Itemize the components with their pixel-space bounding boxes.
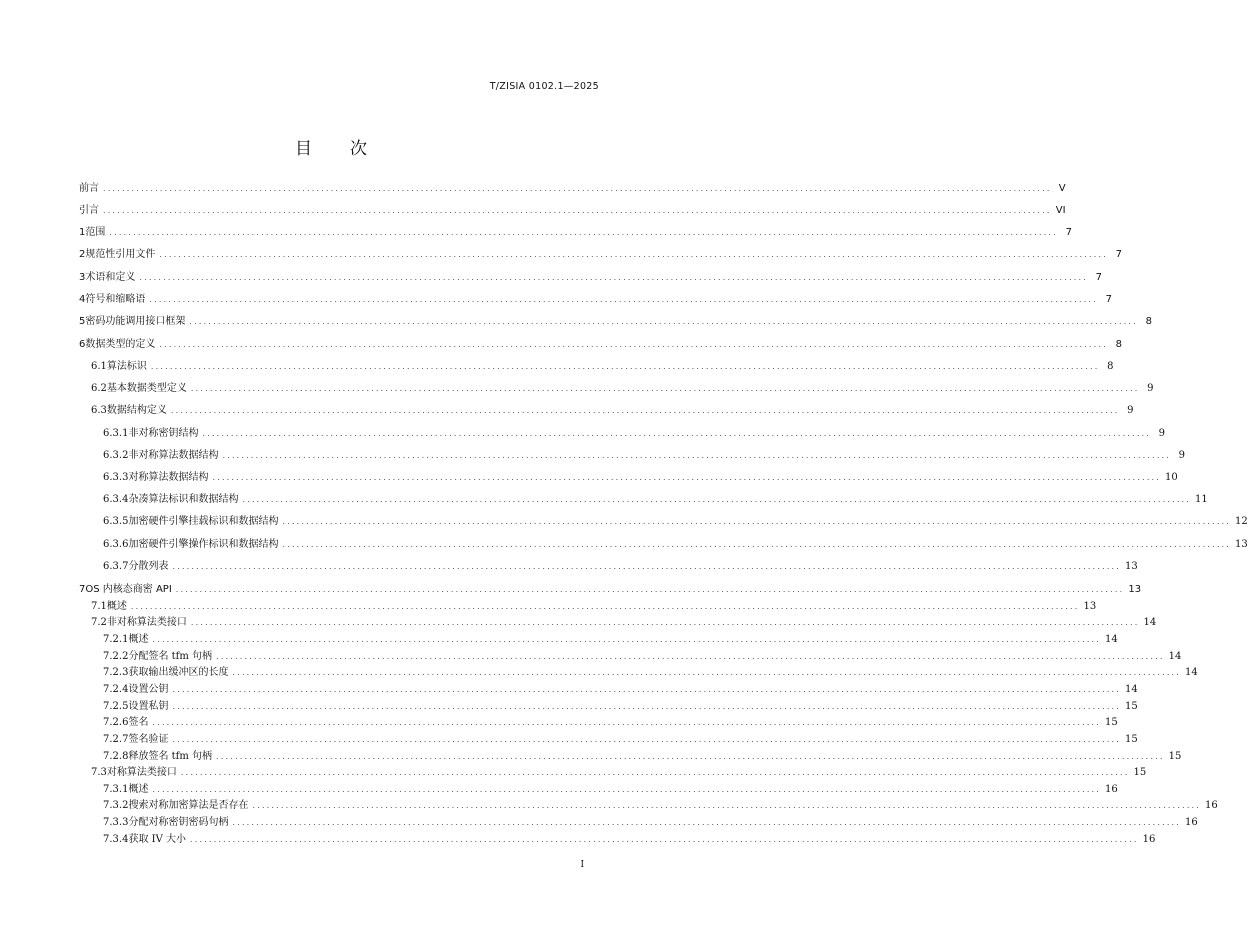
toc-leader-dots: ........................................................................................................................................................................................................ xyxy=(170,406,1120,415)
toc-leader-dots: ........................................................................................................................................................................................................ xyxy=(189,835,1139,844)
toc-entry[interactable] xyxy=(79,204,1066,218)
toc-entry-number: 6 xyxy=(79,339,86,350)
toc-entry[interactable] xyxy=(103,633,1118,647)
toc-leader-dots: ........................................................................................................................................................................................................ xyxy=(252,801,1202,810)
toc-entry-number: 7.2.5 xyxy=(103,701,129,712)
toc-entry[interactable] xyxy=(103,493,1208,507)
toc-leader-dots: ........................................................................................................................................................................................................ xyxy=(172,702,1122,711)
toc-leader-dots: ........................................................................................................................................................................................................ xyxy=(152,785,1102,794)
toc-entry-number: 3 xyxy=(79,272,86,283)
toc-entry[interactable] xyxy=(103,427,1166,441)
toc-entry-title: 分配对称密钥密码句柄 xyxy=(128,817,229,828)
toc-entry-title: 对称算法类接口 xyxy=(106,767,177,778)
toc-entry-number: 6.3.1 xyxy=(103,428,129,439)
toc-entry-page: 14 xyxy=(1105,634,1118,645)
toc-entry-number: 7.2.7 xyxy=(103,734,129,745)
toc-entry-page: 11 xyxy=(1195,494,1208,505)
toc-entry[interactable] xyxy=(79,315,1152,329)
toc-leader-dots: ........................................................................................................................................................................................................ xyxy=(216,752,1165,761)
page-title: 目次 xyxy=(295,139,405,159)
toc-entry[interactable] xyxy=(79,293,1112,307)
toc-entry-page: 15 xyxy=(1168,751,1182,762)
toc-leader-dots: ........................................................................................................................................................................................................ xyxy=(232,668,1182,677)
toc-leader-dots: ........................................................................................................................................................................................................ xyxy=(212,473,1162,482)
toc-leader-dots: ........................................................................................................................................................................................................ xyxy=(152,635,1102,644)
toc-entry-page: 7 xyxy=(1115,249,1122,260)
toc-entry-title: 签名验证 xyxy=(128,734,169,745)
toc-entry-title: 加密硬件引擎操作标识和数据结构 xyxy=(128,539,279,550)
toc-entry-number: 6.3.6 xyxy=(103,539,129,550)
toc-entry-page: 16 xyxy=(1142,834,1156,845)
toc-entry[interactable] xyxy=(103,750,1182,764)
toc-entry[interactable] xyxy=(79,338,1122,352)
toc-entry-title: 加密硬件引擎挂载标识和数据结构 xyxy=(128,516,279,527)
toc-entry[interactable] xyxy=(103,650,1182,664)
toc-entry-number: 5 xyxy=(79,316,86,327)
toc-entry-number: 2 xyxy=(79,249,86,260)
toc-entry[interactable] xyxy=(91,600,1097,614)
toc-entry-number: 7.3.3 xyxy=(103,817,129,828)
toc-entry[interactable] xyxy=(91,616,1157,630)
toc-entry-number: 6.3.4 xyxy=(103,494,129,505)
toc-entry-title: 获取 IV 大小 xyxy=(128,834,186,845)
toc-entry[interactable] xyxy=(103,783,1118,797)
toc-entry-title: 设置私钥 xyxy=(128,701,169,712)
toc-entry[interactable] xyxy=(103,449,1186,463)
toc-entry-page: 16 xyxy=(1185,817,1198,828)
toc-entry-page: 15 xyxy=(1133,767,1147,778)
toc-entry-number: 7.2.8 xyxy=(103,751,129,762)
toc-entry[interactable] xyxy=(79,248,1122,262)
toc-entry[interactable] xyxy=(103,471,1178,485)
toc-entry[interactable] xyxy=(79,226,1072,240)
toc-entry-number: 6.2 xyxy=(91,383,107,394)
toc-leader-dots: ........................................................................................................................................................................................................ xyxy=(149,295,1098,304)
toc-entry-page: 16 xyxy=(1105,784,1118,795)
toc-entry-page: 8 xyxy=(1115,339,1122,350)
toc-entry-title: 数据类型的定义 xyxy=(85,339,156,350)
toc-entry-title: 引言 xyxy=(79,205,99,216)
toc-leader-dots: ........................................................................................................................................................................................................ xyxy=(172,685,1122,694)
toc-entry-page: 13 xyxy=(1083,601,1097,612)
toc-entry-page: 8 xyxy=(1107,361,1114,372)
toc-entry-number: 6.1 xyxy=(91,361,107,372)
toc-entry-page: 16 xyxy=(1205,800,1218,811)
toc-entry[interactable] xyxy=(103,700,1138,714)
toc-entry-number: 7.2.6 xyxy=(103,717,129,728)
toc-entry-page: 13 xyxy=(1128,584,1142,595)
toc-entry-title: 签名 xyxy=(128,717,149,728)
toc-entry-number: 7.2 xyxy=(91,617,107,628)
toc-entry-title: 范围 xyxy=(85,227,106,238)
toc-entry-title: 释放签名 tfm 句柄 xyxy=(128,751,213,762)
toc-entry-page: 15 xyxy=(1125,701,1138,712)
toc-entry-page: 12 xyxy=(1235,516,1248,527)
toc-entry-page: 15 xyxy=(1125,734,1138,745)
page-number: I xyxy=(580,860,584,870)
toc-entry-number: 7.2.1 xyxy=(103,634,129,645)
toc-entry-title: 分散列表 xyxy=(128,561,169,572)
toc-entry-title: 搜索对称加密算法是否存在 xyxy=(128,800,249,811)
toc-entry-title: OS 内核态商密 API xyxy=(85,584,172,595)
toc-leader-dots: ........................................................................................................................................................................................................ xyxy=(190,384,1140,393)
document-id-header: T/ZISIA 0102.1—2025 xyxy=(489,81,599,92)
toc-entry-page: 7 xyxy=(1095,272,1102,283)
toc-entry-page: 7 xyxy=(1065,227,1072,238)
toc-entry-number: 6.3.2 xyxy=(103,450,129,461)
toc-entry-number: 4 xyxy=(79,294,86,305)
toc-entry-page: 14 xyxy=(1143,617,1157,628)
toc-entry-number: 7.3 xyxy=(91,767,107,778)
toc-entry-title: 规范性引用文件 xyxy=(85,249,156,260)
toc-entry-title: 非对称算法类接口 xyxy=(106,617,187,628)
toc-entry-number: 7.3.4 xyxy=(103,834,129,845)
toc-leader-dots: ........................................................................................................................................................................................................ xyxy=(109,228,1058,237)
toc-entry-title: 杂凑算法标识和数据结构 xyxy=(128,494,239,505)
toc-leader-dots: ........................................................................................................................................................................................................ xyxy=(216,652,1165,661)
toc-leader-dots: ........................................................................................................................................................................................................ xyxy=(282,517,1232,526)
toc-entry-number: 7.3.1 xyxy=(103,784,129,795)
toc-leader-dots: ........................................................................................................................................................................................................ xyxy=(103,206,1052,215)
toc-leader-dots: ........................................................................................................................................................................................................ xyxy=(232,818,1182,827)
toc-entry-title: 概述 xyxy=(128,784,149,795)
toc-entry-title: 概述 xyxy=(106,601,127,612)
toc-entry[interactable] xyxy=(91,766,1147,780)
toc-entry[interactable] xyxy=(103,666,1198,680)
toc-entry-title: 获取输出缓冲区的长度 xyxy=(128,667,229,678)
toc-leader-dots: ........................................................................................................................................................................................................ xyxy=(222,451,1172,460)
toc-leader-dots: ........................................................................................................................................................................................................ xyxy=(175,585,1125,594)
toc-leader-dots: ........................................................................................................................................................................................................ xyxy=(242,495,1192,504)
toc-entry-page: 14 xyxy=(1168,651,1182,662)
toc-entry-title: 非对称算法数据结构 xyxy=(128,450,219,461)
toc-entry-page: V xyxy=(1058,183,1066,194)
toc-entry-number: 6.3.5 xyxy=(103,516,129,527)
toc-entry-page: 10 xyxy=(1165,472,1178,483)
toc-entry[interactable] xyxy=(91,404,1134,418)
toc-leader-dots: ........................................................................................................................................................................................................ xyxy=(103,184,1052,193)
toc-entry-page: 8 xyxy=(1145,316,1152,327)
toc-entry[interactable] xyxy=(103,560,1138,574)
toc-entry[interactable] xyxy=(103,538,1248,552)
toc-entry-page: 15 xyxy=(1105,717,1118,728)
toc-leader-dots: ........................................................................................................................................................................................................ xyxy=(172,562,1122,571)
toc-entry-number: 7.1 xyxy=(91,601,107,612)
toc-leader-dots: ........................................................................................................................................................................................................ xyxy=(202,429,1152,438)
toc-entry[interactable] xyxy=(103,515,1248,529)
toc-leader-dots: ........................................................................................................................................................................................................ xyxy=(139,273,1088,282)
toc-entry-number: 6.3 xyxy=(91,405,107,416)
toc-leader-dots: ........................................................................................................................................................................................................ xyxy=(172,735,1122,744)
toc-entry-title: 概述 xyxy=(128,634,149,645)
toc-entry-title: 非对称密钥结构 xyxy=(128,428,199,439)
toc-entry[interactable] xyxy=(103,733,1138,747)
toc-leader-dots: ........................................................................................................................................................................................................ xyxy=(130,602,1080,611)
toc-entry-number: 7.3.2 xyxy=(103,800,129,811)
toc-entry-title: 对称算法数据结构 xyxy=(128,472,209,483)
toc-entry-number: 7 xyxy=(79,584,86,595)
toc-entry-page: 13 xyxy=(1235,539,1248,550)
toc-entry-page: 9 xyxy=(1178,450,1186,461)
toc-entry-number: 7.2.2 xyxy=(103,651,129,662)
toc-leader-dots: ........................................................................................................................................................................................................ xyxy=(159,250,1108,259)
toc-entry-title: 算法标识 xyxy=(106,361,147,372)
toc-entry[interactable] xyxy=(103,816,1198,830)
toc-leader-dots: ........................................................................................................................................................................................................ xyxy=(282,540,1232,549)
toc-entry[interactable] xyxy=(91,360,1114,374)
toc-entry[interactable] xyxy=(79,182,1066,196)
toc-entry-page: VI xyxy=(1055,205,1066,216)
toc-entry-page: 14 xyxy=(1125,684,1138,695)
toc-entry-title: 密码功能调用接口框架 xyxy=(85,316,186,327)
toc-entry[interactable] xyxy=(79,271,1102,285)
toc-entry-title: 符号和缩略语 xyxy=(85,294,146,305)
toc-entry[interactable] xyxy=(103,799,1218,813)
toc-entry-number: 6.3.3 xyxy=(103,472,129,483)
toc-entry[interactable] xyxy=(103,833,1156,847)
toc-entry-number: 7.2.4 xyxy=(103,684,129,695)
toc-entry[interactable] xyxy=(103,716,1118,730)
toc-entry-number: 1 xyxy=(79,227,86,238)
toc-entry[interactable] xyxy=(103,683,1138,697)
toc-leader-dots: ........................................................................................................................................................................................................ xyxy=(189,317,1138,326)
toc-entry-title: 前言 xyxy=(79,183,99,194)
toc-leader-dots: ........................................................................................................................................................................................................ xyxy=(190,618,1140,627)
toc-entry-title: 基本数据类型定义 xyxy=(106,383,187,394)
toc-entry-page: 9 xyxy=(1147,383,1154,394)
toc-entry-number: 6.3.7 xyxy=(103,561,129,572)
toc-entry-page: 9 xyxy=(1127,405,1134,416)
toc-entry-page: 14 xyxy=(1185,667,1198,678)
toc-leader-dots: ........................................................................................................................................................................................................ xyxy=(150,362,1100,371)
toc-leader-dots: ........................................................................................................................................................................................................ xyxy=(159,340,1108,349)
toc-entry-page: 13 xyxy=(1125,561,1138,572)
toc-entry-page: 7 xyxy=(1105,294,1112,305)
toc-leader-dots: ........................................................................................................................................................................................................ xyxy=(152,718,1102,727)
toc-entry-title: 设置公钥 xyxy=(128,684,169,695)
toc-entry[interactable] xyxy=(91,382,1154,396)
toc-entry-title: 数据结构定义 xyxy=(106,405,167,416)
toc-entry[interactable] xyxy=(79,583,1142,597)
toc-entry-title: 术语和定义 xyxy=(85,272,136,283)
toc-entry-number: 7.2.3 xyxy=(103,667,129,678)
toc-entry-page: 9 xyxy=(1158,428,1166,439)
toc-leader-dots: ........................................................................................................................................................................................................ xyxy=(180,768,1130,777)
toc-entry-title: 分配签名 tfm 句柄 xyxy=(128,651,213,662)
